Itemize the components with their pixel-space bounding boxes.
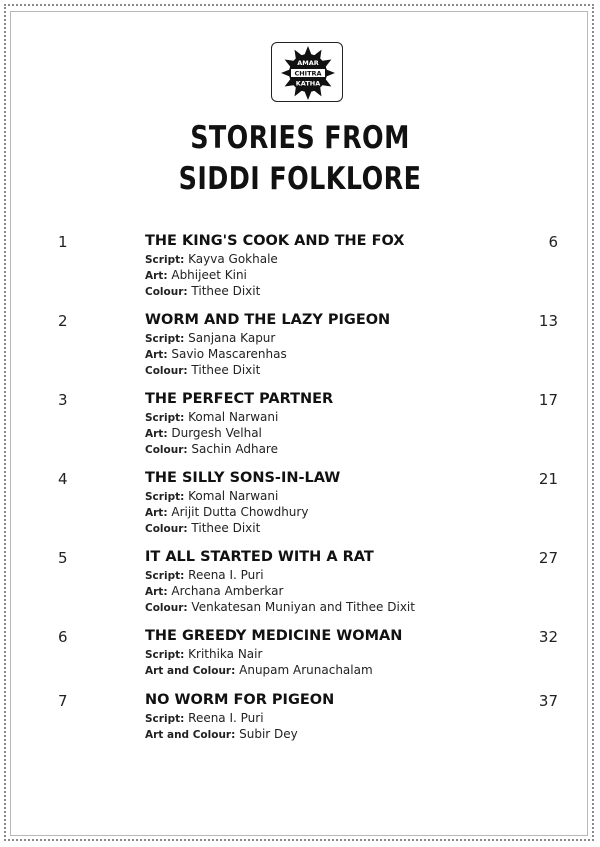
svg-text:AMAR: AMAR: [297, 59, 319, 67]
page-number: 6: [548, 233, 558, 251]
credit-line: Art: Archana Amberkar: [145, 584, 284, 598]
credit-line: Script: Reena I. Puri: [145, 568, 264, 582]
story-number: 2: [58, 312, 68, 330]
credit-line: Script: Krithika Nair: [145, 647, 263, 661]
story-number: 4: [58, 470, 68, 488]
page-number: 37: [538, 692, 558, 710]
page-title-line-2: SIDDI FOLKLORE: [178, 161, 422, 197]
credit-line: Colour: Tithee Dixit: [145, 363, 261, 377]
story-number: 5: [58, 549, 68, 567]
sunburst-logo-icon: [272, 43, 344, 103]
story-title[interactable]: NO WORM FOR PIGEON: [145, 692, 335, 708]
credit-line: Colour: Tithee Dixit: [145, 284, 261, 298]
credit-line: Art: Abhijeet Kini: [145, 268, 247, 282]
page-number: 21: [538, 470, 558, 488]
story-number: 3: [58, 391, 68, 409]
credit-line: Art: Durgesh Velhal: [145, 426, 262, 440]
amar-chitra-katha-logo: [271, 42, 343, 102]
page-number: 13: [538, 312, 558, 330]
page-title-line-1: STORIES FROM: [190, 120, 410, 156]
story-number: 1: [58, 233, 68, 251]
credit-line: Script: Komal Narwani: [145, 489, 279, 503]
credit-line: Script: Sanjana Kapur: [145, 331, 276, 345]
page-number: 27: [538, 549, 558, 567]
story-title[interactable]: THE KING'S COOK AND THE FOX: [145, 233, 405, 249]
credit-line: Colour: Venkatesan Muniyan and Tithee Dixit: [145, 600, 415, 614]
credit-line: Script: Reena I. Puri: [145, 711, 264, 725]
svg-text:KATHA: KATHA: [295, 79, 321, 88]
story-title[interactable]: WORM AND THE LAZY PIGEON: [145, 312, 391, 328]
credit-line: Script: Komal Narwani: [145, 410, 279, 424]
credit-line: Colour: Tithee Dixit: [145, 521, 261, 535]
credit-line: Script: Kayva Gokhale: [145, 252, 278, 266]
page-number: 17: [538, 391, 558, 409]
page-number: 32: [538, 628, 558, 646]
svg-text:CHITRA: CHITRA: [294, 69, 322, 78]
story-title[interactable]: THE GREEDY MEDICINE WOMAN: [145, 628, 403, 644]
credit-line: Art: Savio Mascarenhas: [145, 347, 287, 361]
credit-line: Art and Colour: Subir Dey: [145, 727, 298, 741]
credit-line: Art and Colour: Anupam Arunachalam: [145, 663, 373, 677]
story-title[interactable]: THE PERFECT PARTNER: [145, 391, 334, 407]
credit-line: Art: Arijit Dutta Chowdhury: [145, 505, 309, 519]
story-title[interactable]: THE SILLY SONS-IN-LAW: [145, 470, 341, 486]
story-number: 6: [58, 628, 68, 646]
credit-line: Colour: Sachin Adhare: [145, 442, 278, 456]
story-number: 7: [58, 692, 68, 710]
story-title[interactable]: IT ALL STARTED WITH A RAT: [145, 549, 374, 565]
